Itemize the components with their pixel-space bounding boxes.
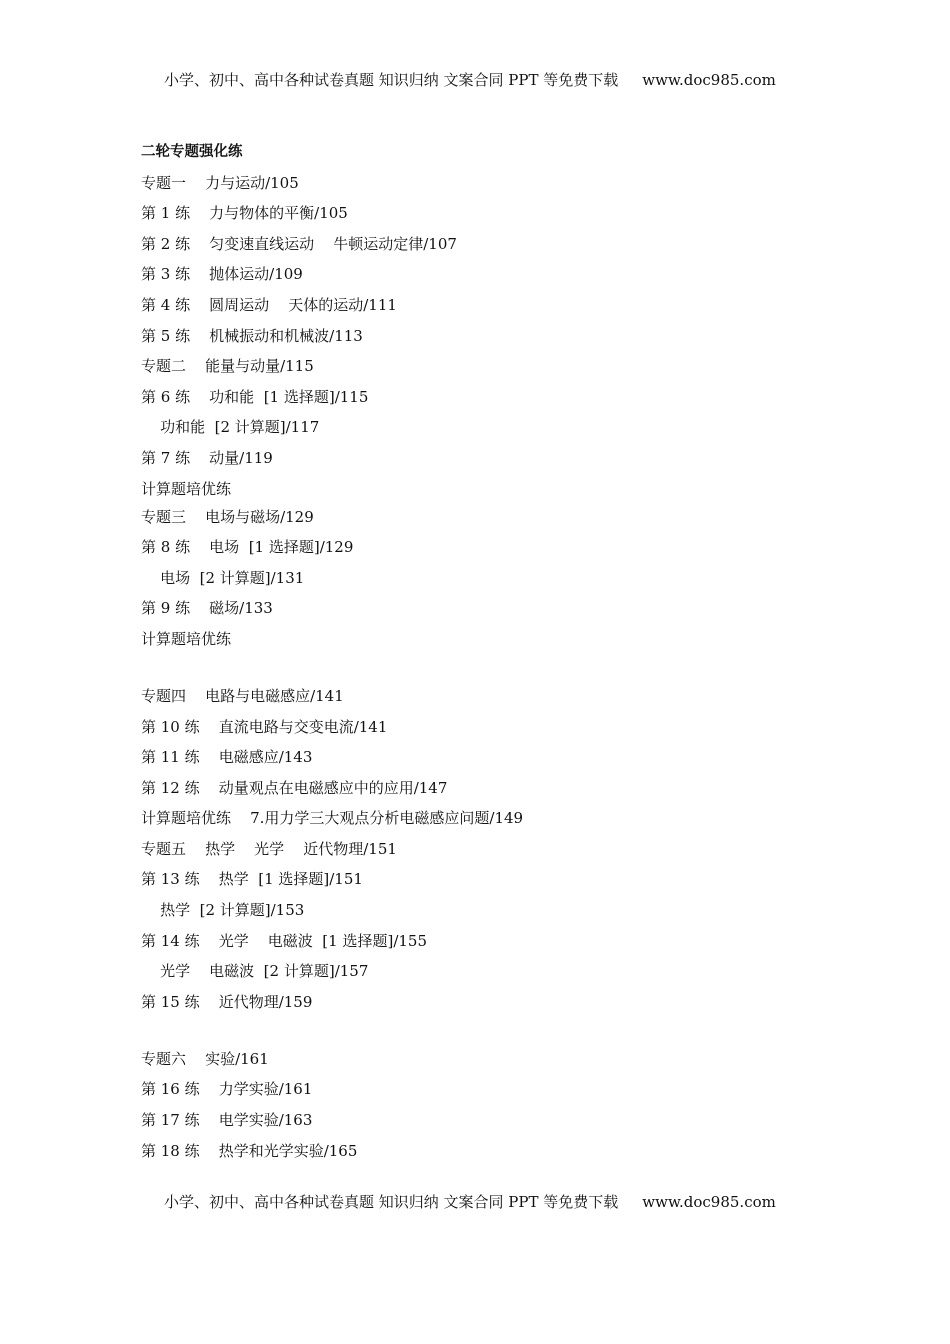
toc-line[interactable]: 第 11 练 电磁感应/143 [141,748,313,767]
toc-title: 二轮专题强化练 [141,144,243,160]
toc-line[interactable]: 第 5 练 机械振动和机械波/113 [141,326,363,345]
toc-line[interactable]: 第 7 练 动量/119 [141,448,273,467]
page-header [164,69,776,90]
toc-line[interactable]: 第 17 练 电学实验/163 [141,1111,313,1130]
toc-line[interactable]: 第 18 练 热学和光学实验/165 [141,1141,358,1160]
toc-line[interactable]: 专题一 力与运动/105 [141,173,299,192]
toc-line[interactable]: 专题六 实验/161 [141,1049,269,1068]
toc-line[interactable]: 第 3 练 抛体运动/109 [141,265,303,284]
toc-line[interactable]: 第 12 练 动量观点在电磁感应中的应用/147 [141,778,448,797]
toc-line[interactable]: 计算题培优练 [141,629,232,648]
footer-url[interactable]: www.doc985.com [642,1193,776,1211]
toc-line[interactable]: 第 9 练 磁场/133 [141,599,273,618]
toc-line[interactable]: 第 6 练 功和能 [1 选择题]/115 [141,387,369,406]
toc-line[interactable]: 第 8 练 电场 [1 选择题]/129 [141,538,354,557]
toc-line[interactable]: 功和能 [2 计算题]/117 [141,418,320,437]
toc-line[interactable]: 第 13 练 热学 [1 选择题]/151 [141,870,363,889]
toc-line[interactable]: 专题二 能量与动量/115 [141,357,314,376]
toc-line[interactable]: 第 2 练 匀变速直线运动 牛顿运动定律/107 [141,234,457,253]
toc-line[interactable]: 电场 [2 计算题]/131 [141,568,305,587]
toc-line[interactable]: 热学 [2 计算题]/153 [141,901,305,920]
toc-line[interactable]: 光学 电磁波 [2 计算题]/157 [141,962,369,981]
toc-line[interactable]: 第 10 练 直流电路与交变电流/141 [141,717,388,736]
footer-text: 小学、初中、高中各种试卷真题 知识归纳 文案合同 PPT 等免费下载 [164,1193,619,1211]
header-text: 小学、初中、高中各种试卷真题 知识归纳 文案合同 PPT 等免费下载 [164,71,619,89]
toc-line[interactable]: 第 16 练 力学实验/161 [141,1080,313,1099]
page-footer [164,1191,776,1212]
toc-line[interactable]: 第 4 练 圆周运动 天体的运动/111 [141,295,397,314]
header-url[interactable]: www.doc985.com [642,71,776,89]
toc-line[interactable]: 第 14 练 光学 电磁波 [1 选择题]/155 [141,931,428,950]
toc-line[interactable]: 第 1 练 力与物体的平衡/105 [141,204,348,223]
table-of-contents [141,142,841,1171]
toc-line[interactable]: 计算题培优练 7.用力学三大观点分析电磁感应问题/149 [141,809,524,828]
toc-line[interactable]: 计算题培优练 [141,479,232,498]
toc-line[interactable]: 专题五 热学 光学 近代物理/151 [141,839,397,858]
toc-line[interactable]: 专题四 电路与电磁感应/141 [141,686,344,705]
toc-line[interactable]: 专题三 电场与磁场/129 [141,507,314,526]
toc-line[interactable]: 第 15 练 近代物理/159 [141,992,313,1011]
